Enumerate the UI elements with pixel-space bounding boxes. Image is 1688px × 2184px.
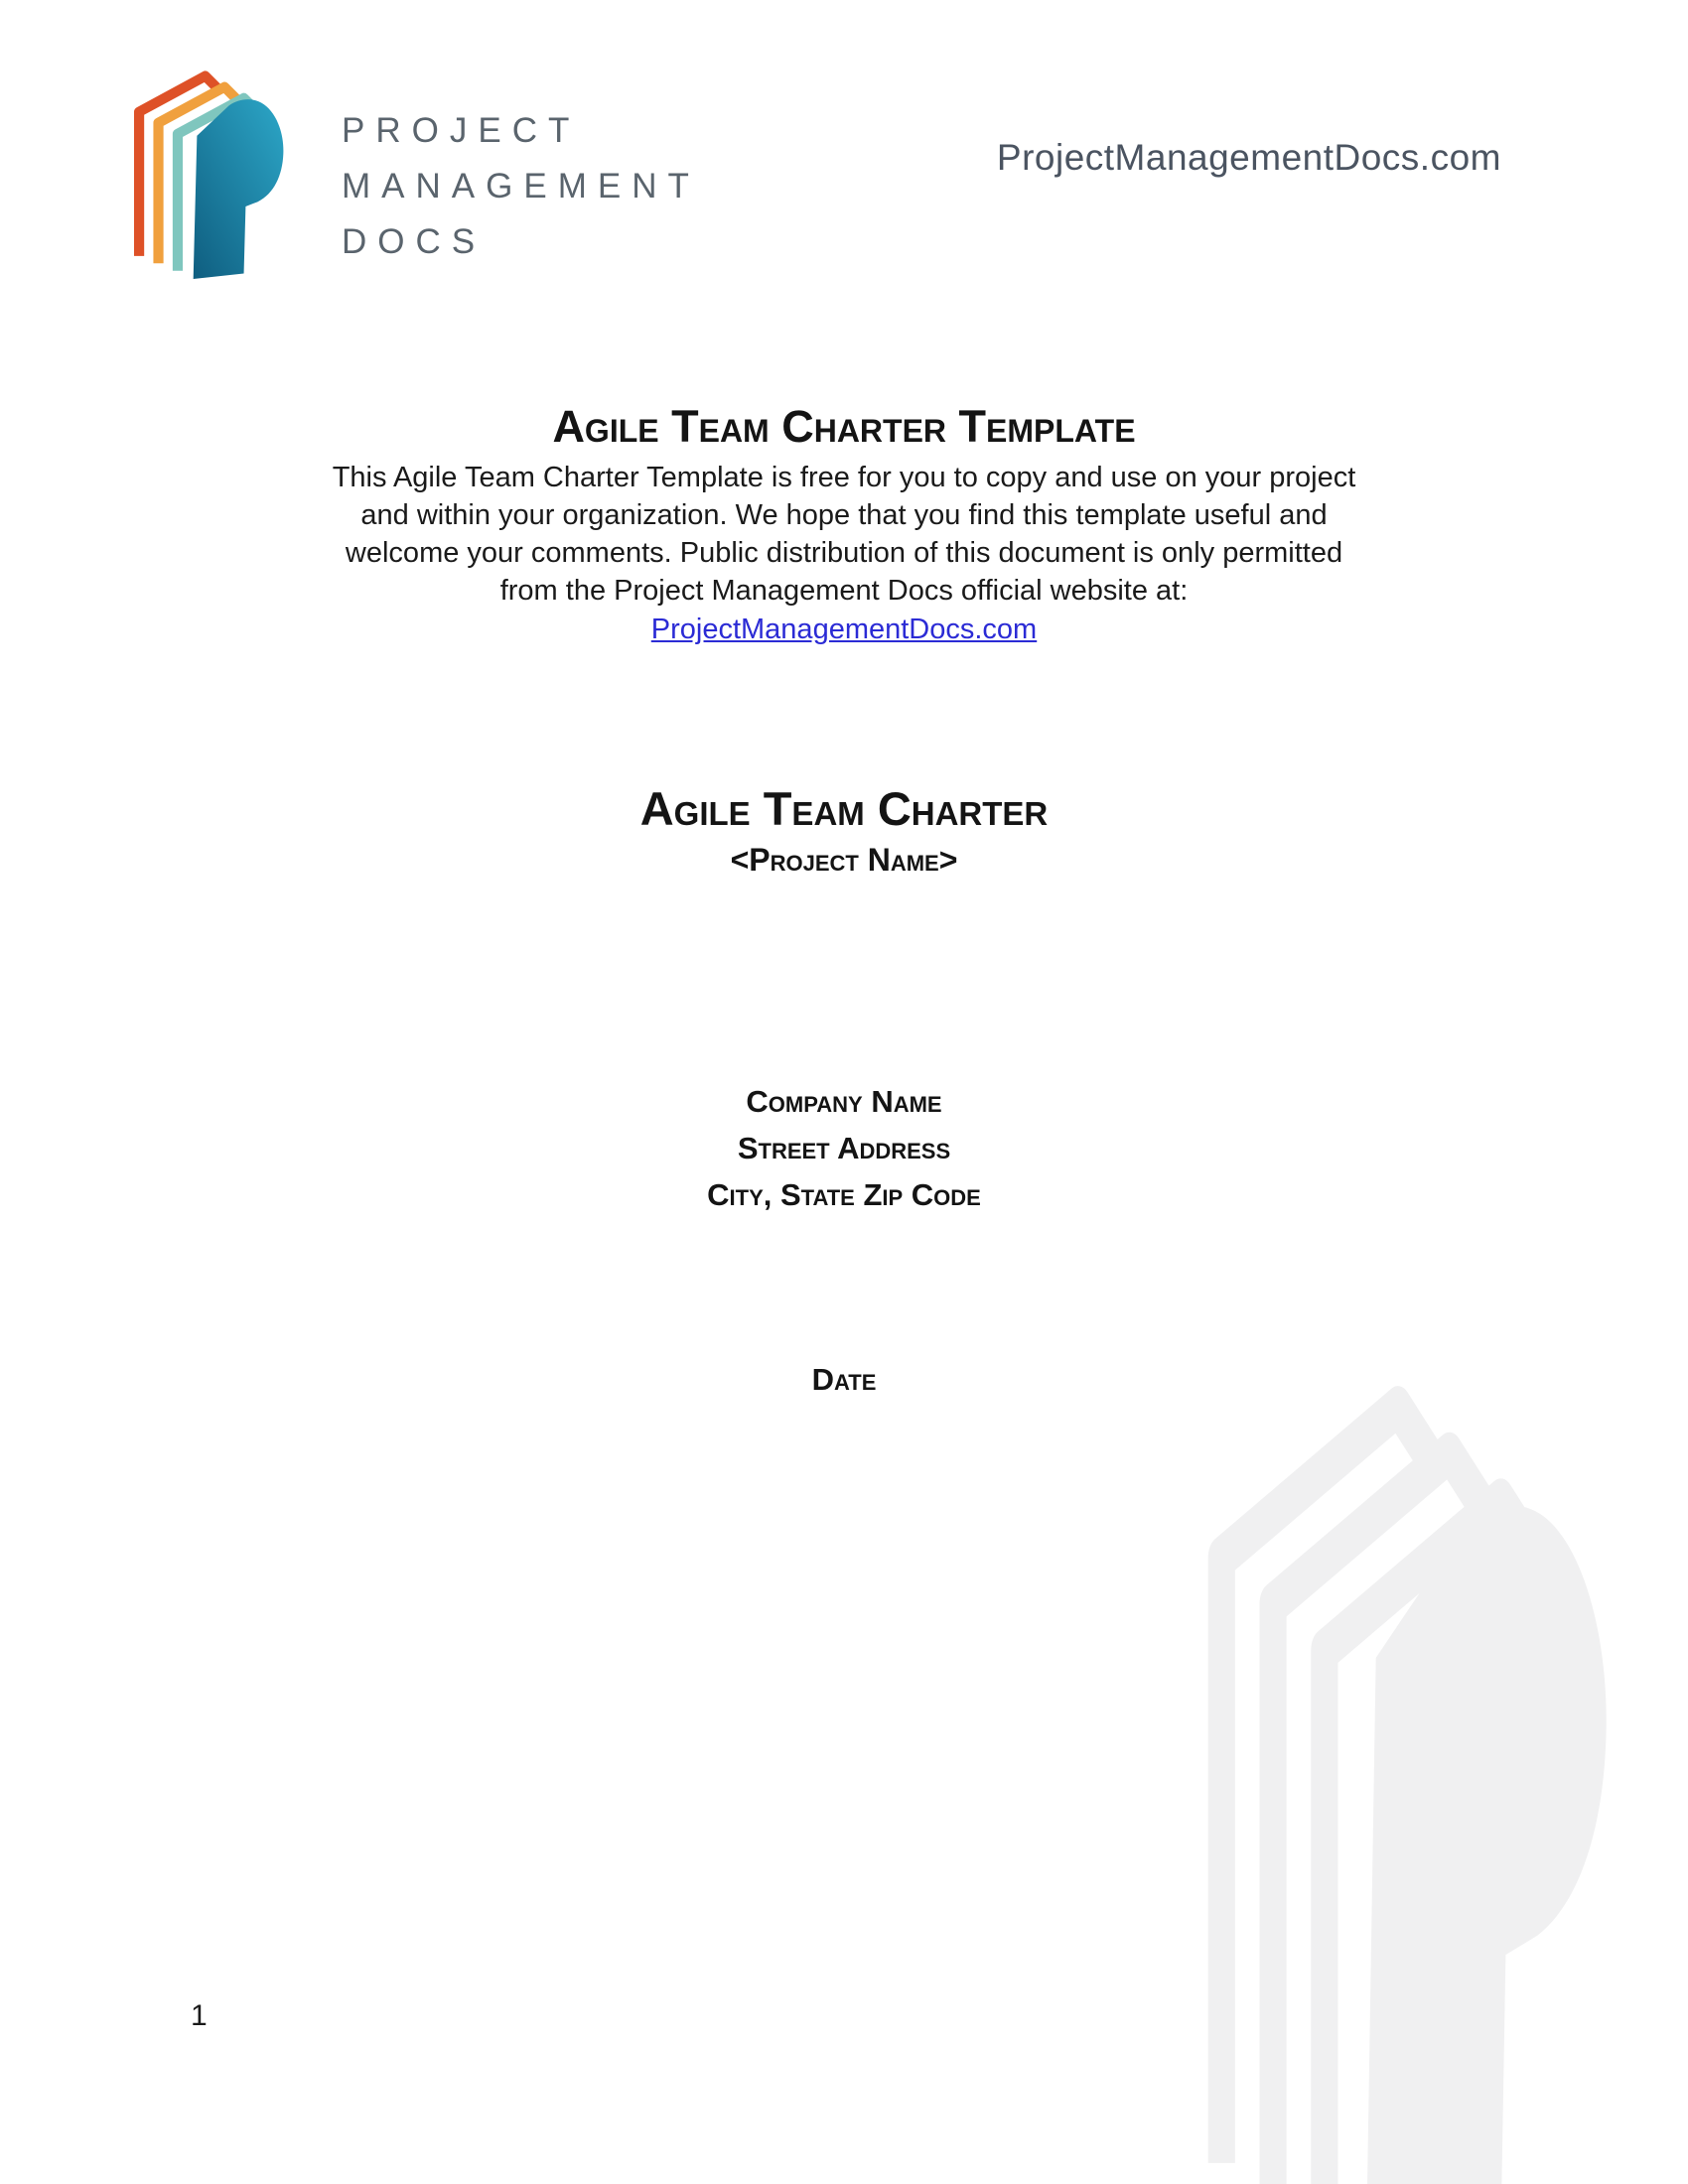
brand-name-line1: PROJECT [342,111,581,150]
date-label: Date [811,1362,877,1397]
website-link[interactable]: ProjectManagementDocs.com [650,614,1038,645]
intro-line: welcome your comments. Public distribution of this document is only permitted [345,537,1343,569]
brand-logo-icon [91,56,312,295]
company-section [0,1078,1688,1218]
page-number: 1 [191,1999,208,2032]
street-address: Street Address [737,1131,951,1165]
cover-title-section [0,782,1688,882]
intro-line: and within your organization. We hope that you find this template useful and [360,499,1328,531]
brand-name-line2: MANAGEMENT [342,167,700,205]
city-state-zip: City, State Zip Code [707,1177,981,1212]
watermark-logo-icon [1094,1322,1682,2184]
intro-line: This Agile Team Charter Template is free for you to copy and use on your project [332,462,1356,493]
intro-title: Agile Team Charter Template [552,401,1136,452]
brand-name-line3: DOCS [342,222,487,261]
intro-section [0,401,1688,649]
project-name-placeholder: <Project Name> [730,842,958,878]
cover-title: Agile Team Charter [639,782,1049,835]
intro-line: from the Project Management Docs official website at: [499,575,1189,607]
site-url-text: ProjectManagementDocs.com [996,137,1501,178]
company-name: Company Name [746,1084,942,1119]
